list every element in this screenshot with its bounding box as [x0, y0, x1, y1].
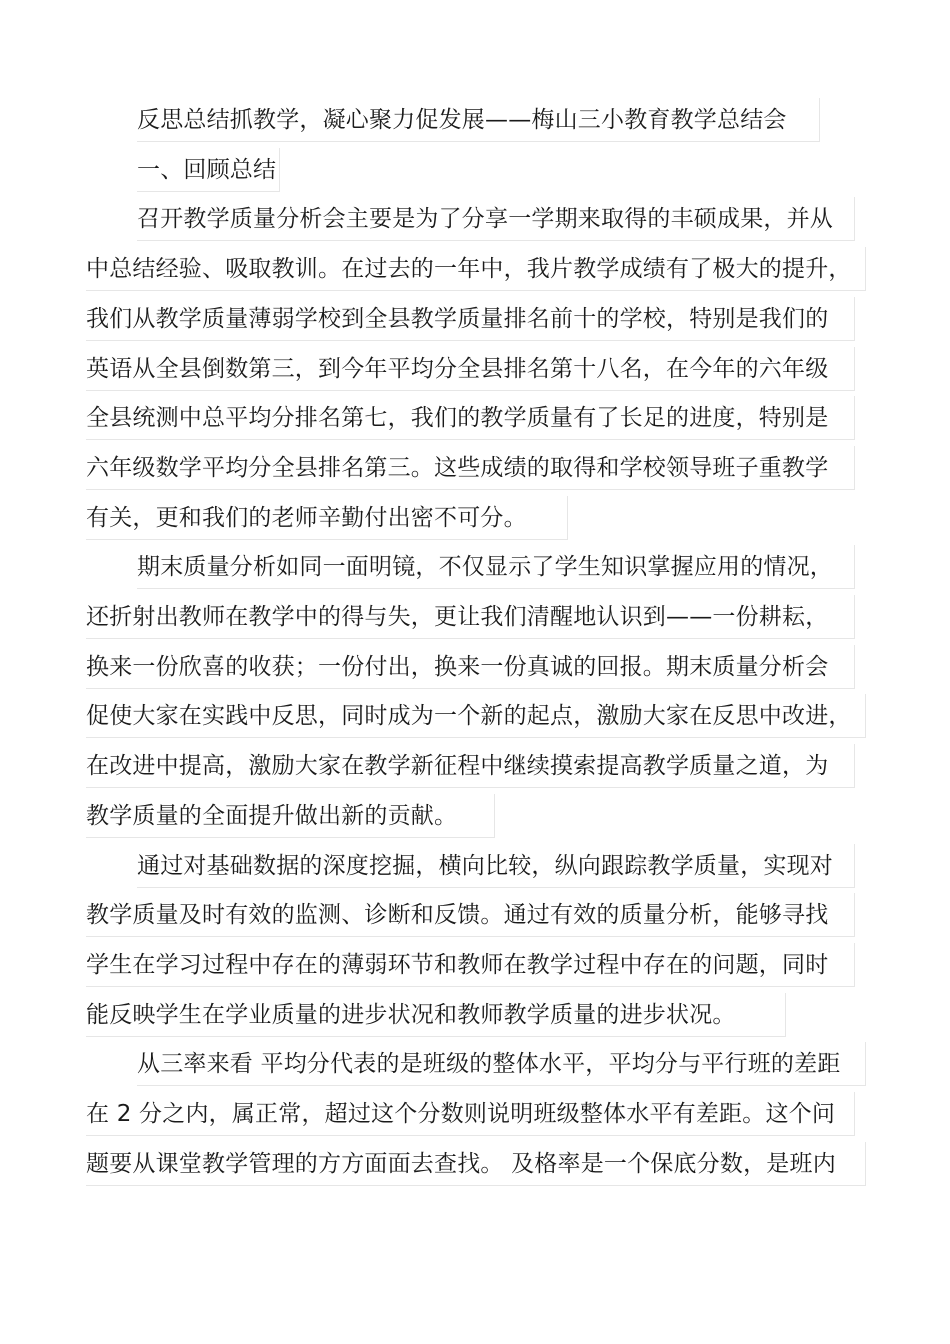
- paragraph-2-line-5: 在改进中提高，激励大家在教学新征程中继续摸索提高教学质量之道，为: [86, 744, 855, 788]
- paragraph-2-line-4: 促使大家在实践中反思，同时成为一个新的起点，激励大家在反思中改进，: [86, 694, 866, 738]
- document-title: 反思总结抓教学，凝心聚力促发展——梅山三小教育教学总结会: [137, 98, 820, 142]
- paragraph-2-line-2: 还折射出教师在教学中的得与失，更让我们清醒地认识到——一份耕耘，: [86, 595, 855, 639]
- paragraph-1-line-3: 我们从教学质量薄弱学校到全县教学质量排名前十的学校，特别是我们的: [86, 297, 855, 341]
- paragraph-3-line-4: 能反映学生在学业质量的进步状况和教师教学质量的进步状况。: [86, 993, 786, 1037]
- paragraph-4-line-1: 从三率来看 平均分代表的是班级的整体水平，平均分与平行班的差距: [137, 1042, 866, 1086]
- paragraph-1-line-5: 全县统测中总平均分排名第七，我们的教学质量有了长足的进度，特别是: [86, 396, 855, 440]
- paragraph-2-line-3: 换来一份欣喜的收获；一份付出，换来一份真诚的回报。期末质量分析会: [86, 645, 855, 689]
- paragraph-3-line-2: 教学质量及时有效的监测、诊断和反馈。通过有效的质量分析，能够寻找: [86, 893, 855, 937]
- section-heading: 一、回顾总结: [137, 148, 280, 192]
- paragraph-1-line-7: 有关，更和我们的老师辛勤付出密不可分。: [86, 496, 568, 540]
- paragraph-2-line-6: 教学质量的全面提升做出新的贡献。: [86, 794, 495, 838]
- paragraph-1-line-4: 英语从全县倒数第三，到今年平均分全县排名第十八名，在今年的六年级: [86, 347, 855, 391]
- paragraph-2-line-1: 期末质量分析如同一面明镜，不仅显示了学生知识掌握应用的情况，: [137, 545, 855, 589]
- paragraph-4-line-2: 在 2 分之内，属正常，超过这个分数则说明班级整体水平有差距。这个问: [86, 1092, 855, 1136]
- paragraph-1-line-6: 六年级数学平均分全县排名第三。这些成绩的取得和学校领导班子重教学: [86, 446, 855, 490]
- paragraph-4-line-3: 题要从课堂教学管理的方方面面去查找。 及格率是一个保底分数，是班内: [86, 1142, 866, 1186]
- paragraph-1-line-1: 召开教学质量分析会主要是为了分享一学期来取得的丰硕成果，并从: [137, 197, 855, 241]
- paragraph-3-line-3: 学生在学习过程中存在的薄弱环节和教师在教学过程中存在的问题，同时: [86, 943, 855, 987]
- paragraph-3-line-1: 通过对基础数据的深度挖掘，横向比较，纵向跟踪教学质量，实现对: [137, 844, 855, 888]
- paragraph-1-line-2: 中总结经验、吸取教训。在过去的一年中，我片教学成绩有了极大的提升，: [86, 247, 866, 291]
